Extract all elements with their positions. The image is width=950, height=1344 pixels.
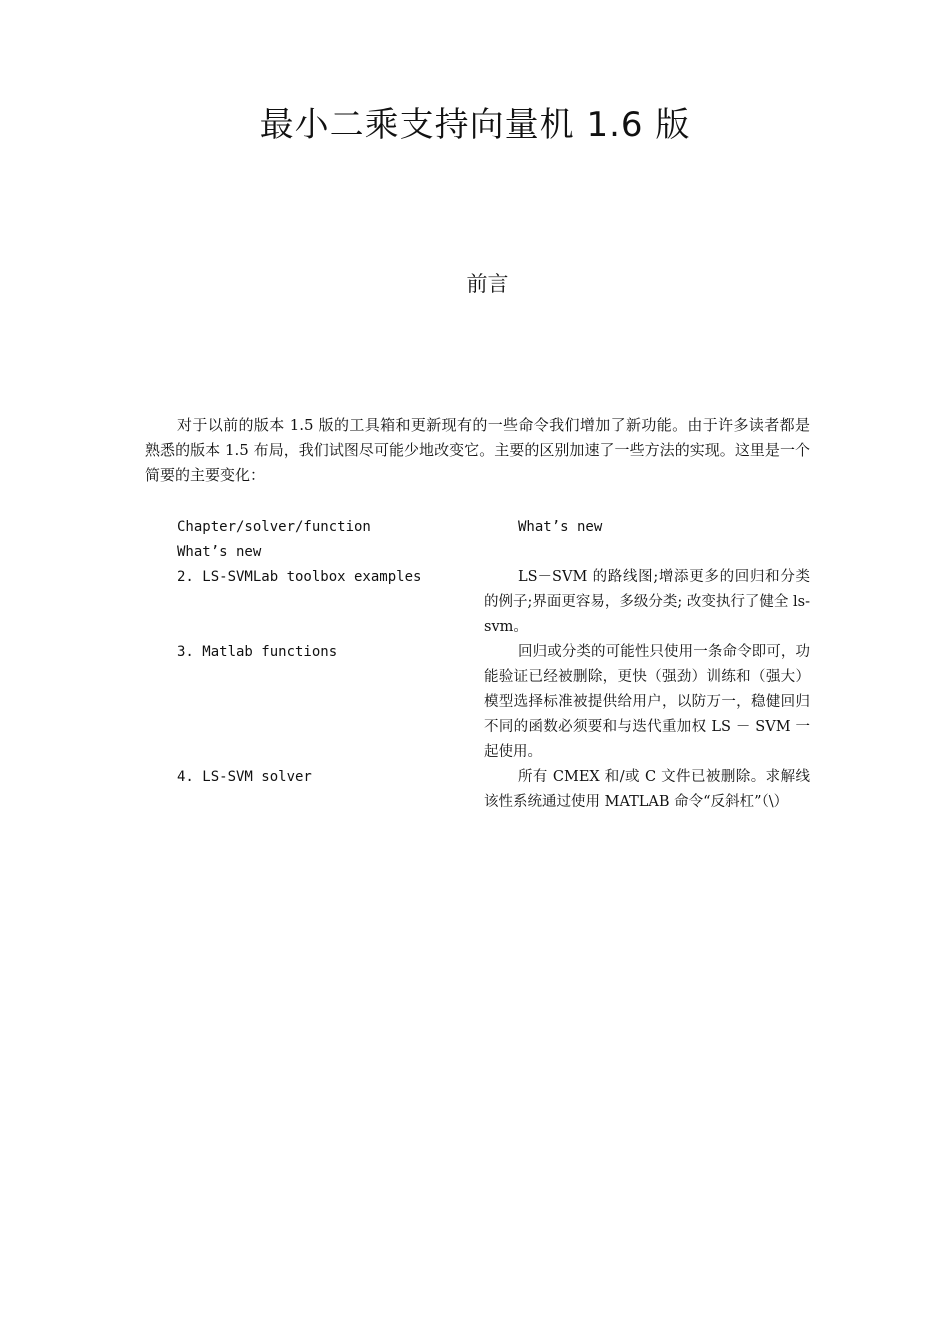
table-row-description: LS－SVM 的路线图;增添更多的回归和分类的例子;界面更容易，多级分类; 改变执行了健全 ls-svm。 bbox=[484, 569, 810, 635]
table-row bbox=[177, 765, 810, 815]
document-title: 最小二乘支持向量机 1.6 版 bbox=[259, 105, 691, 145]
table-row-item: 3. Matlab functions bbox=[177, 644, 338, 660]
changes-table bbox=[177, 515, 810, 815]
table-header-continuation: What’s new bbox=[177, 544, 262, 560]
table-row-item: 4. LS-SVM solver bbox=[177, 769, 312, 785]
table-header-left: Chapter/solver/function bbox=[177, 519, 371, 535]
table-row bbox=[177, 565, 810, 640]
table-header-row bbox=[177, 515, 810, 540]
intro-paragraph: 对于以前的版本 1.5 版的工具箱和更新现有的一些命令我们增加了新功能。由于许多读者都是熟悉的版本 1.5 布局，我们试图尽可能少地改变它。主要的区别加速了一些方法的实现。这里是一个简要的主要变化： bbox=[145, 416, 810, 484]
table-row-description: 所有 CMEX 和/或 C 文件已被删除。求解线该性系统通过使用 MATLAB 命令“反斜杠”（\） bbox=[484, 769, 810, 810]
table-header-right: What’s new bbox=[518, 519, 603, 535]
table-row-item: 2. LS-SVMLab toolbox examples bbox=[177, 569, 422, 585]
section-heading-preface: 前言 bbox=[466, 272, 509, 296]
table-row bbox=[177, 640, 810, 765]
table-row-description: 回归或分类的可能性只使用一条命令即可，功能验证已经被删除，更快（强劲）训练和（强大）模型选择标准被提供给用户，以防万一，稳健回归不同的函数必须要和与迭代重加权 LS － SVM 一起使用。 bbox=[484, 644, 810, 760]
